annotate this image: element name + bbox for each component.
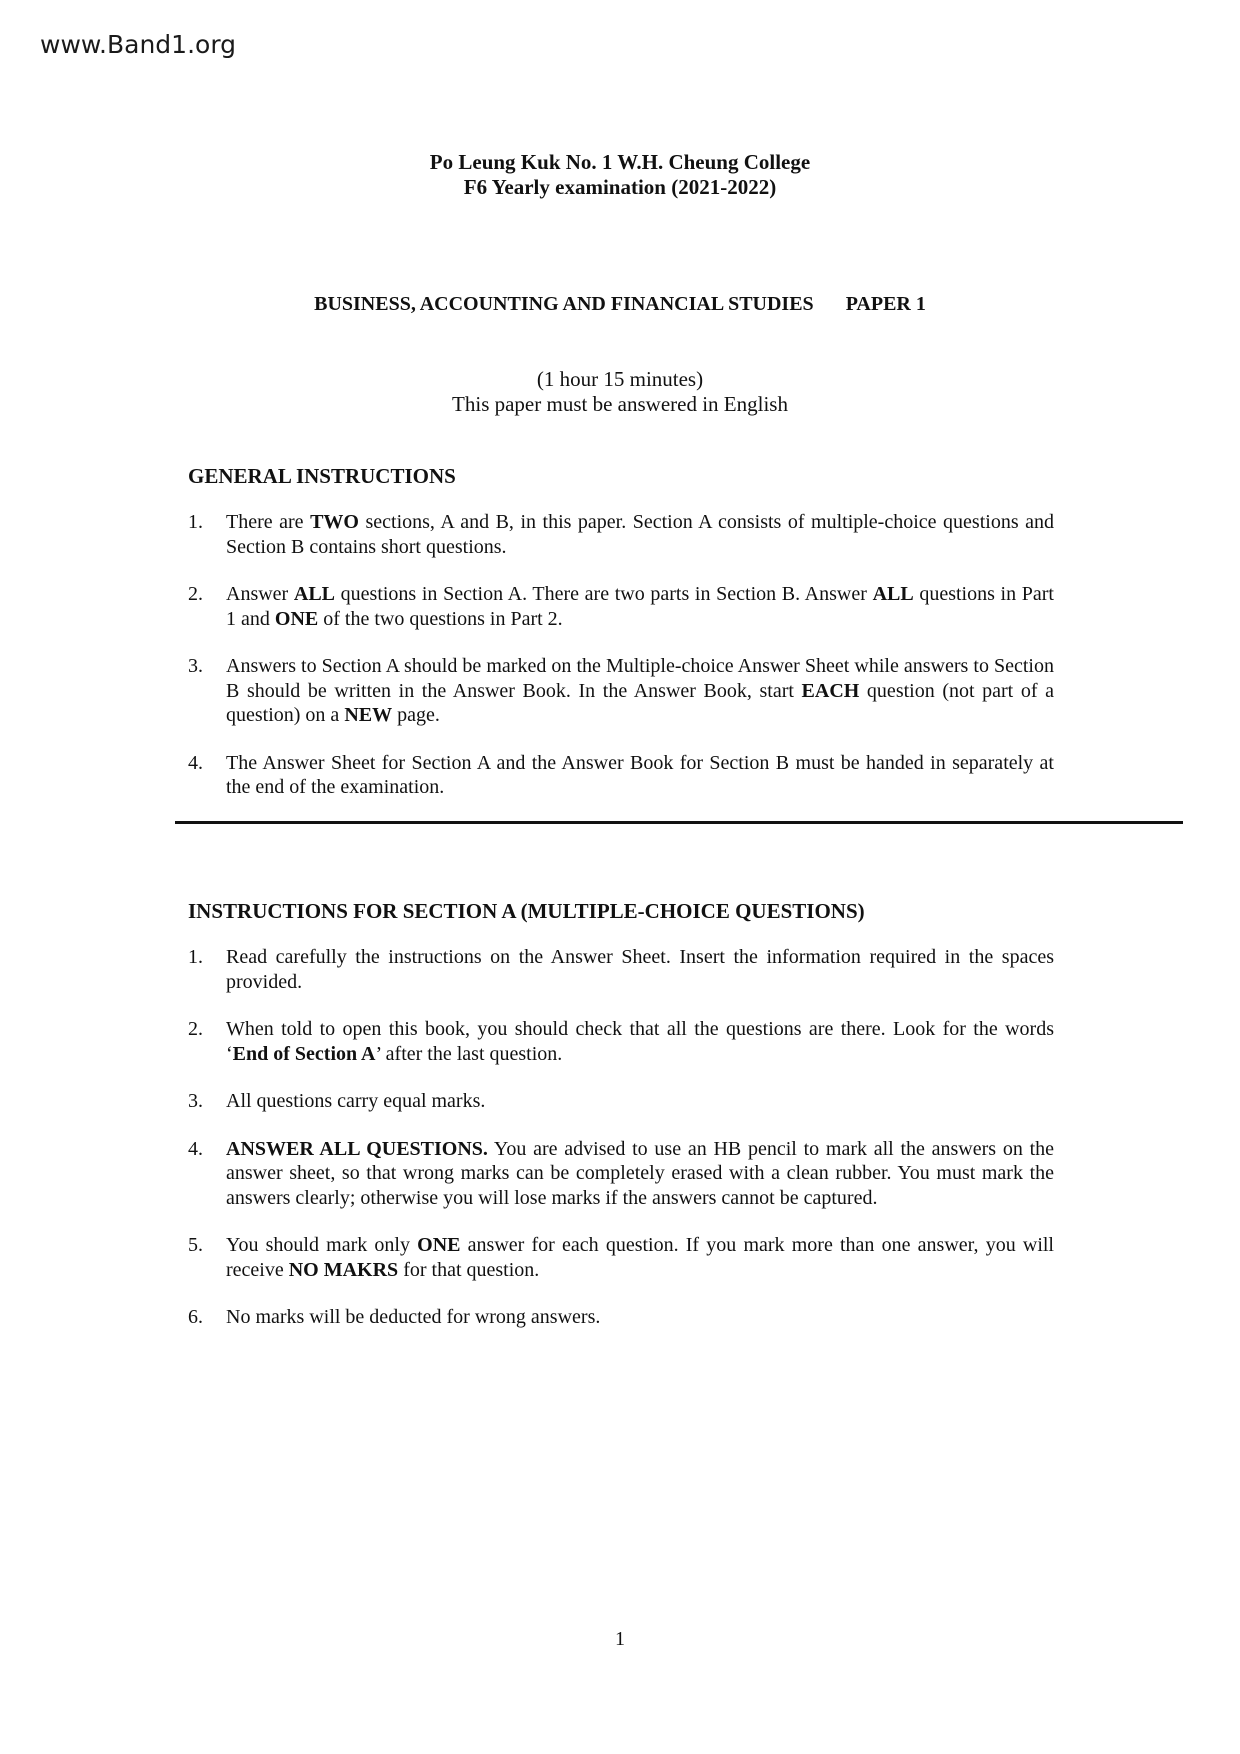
language-note: This paper must be answered in English [452, 392, 788, 416]
instruction-item [188, 582, 1054, 631]
instruction-text: Read carefully the instructions on the Answer Sheet. Insert the information required in the spaces provided. [226, 946, 1054, 993]
subject-title: BUSINESS, ACCOUNTING AND FINANCIAL STUDIES [314, 293, 814, 315]
instruction-item [188, 1137, 1054, 1211]
instruction-text: sections, A and B, in this paper. Section A consists of multiple-choice questions and Section B contains short questions. [226, 511, 1054, 558]
instruction-text: There are [226, 511, 311, 533]
instruction-item [188, 751, 1054, 800]
instruction-emphasis: EACH [801, 679, 860, 702]
instruction-text: ’ after the last question. [375, 1042, 563, 1065]
instruction-number: 1. [188, 511, 203, 533]
instruction-emphasis: End of Section A [232, 1042, 376, 1065]
instruction-number: 1. [188, 946, 203, 968]
section-divider [175, 821, 1183, 824]
instruction-number: 4. [188, 1137, 203, 1160]
instruction-item [188, 945, 1054, 994]
instruction-item [188, 654, 1054, 728]
instruction-emphasis: TWO [310, 511, 359, 533]
instruction-text: of the two questions in Part 2. [318, 607, 563, 630]
general-instructions-list [188, 510, 1054, 823]
instruction-text: Answers to Section A should be marked on the Multiple-choice Answer Sheet while answers to Section B should be written in the Answer Book. In the Answer Book, start [226, 655, 1054, 702]
instruction-item [188, 1305, 1054, 1330]
exam-title: F6 Yearly examination (2021-2022) [463, 175, 777, 199]
instruction-emphasis: ONE [417, 1234, 461, 1256]
instruction-number: 3. [188, 655, 203, 677]
instruction-text: You are advised to use an HB pencil to mark all the answers on the answer sheet, so that wrong marks can be completely erased with a clean rubber. You must mark the answers clearly; otherwise you will lose marks if the answers cannot be captured. [226, 1137, 1054, 1209]
section-a-instructions-heading: INSTRUCTIONS FOR SECTION A (MULTIPLE-CHOICE QUESTIONS) [188, 899, 865, 923]
instruction-emphasis: ALL [293, 583, 335, 605]
instruction-text: questions in Part 1 and [226, 583, 1054, 630]
general-instructions-heading: GENERAL INSTRUCTIONS [188, 464, 456, 488]
instruction-text: answer for each question. If you mark more than one answer, you will receive [226, 1234, 1054, 1281]
duration-block [0, 367, 1240, 417]
exam-header [0, 150, 1240, 200]
instruction-text: page. [392, 704, 440, 726]
instruction-number: 3. [188, 1090, 203, 1112]
instruction-text: questions in Section A. There are two parts in Section B. Answer [335, 583, 873, 605]
instruction-emphasis: ALL [872, 583, 914, 605]
instruction-number: 2. [188, 583, 203, 605]
instruction-number: 6. [188, 1306, 203, 1328]
instruction-item [188, 510, 1054, 559]
instruction-text: The Answer Sheet for Section A and the Answer Book for Section B must be handed in separately at the end of the examination. [226, 751, 1054, 798]
school-name: Po Leung Kuk No. 1 W.H. Cheung College [429, 150, 811, 174]
instruction-text: All questions carry equal marks. [226, 1090, 486, 1112]
section-a-instructions-list [188, 945, 1054, 1353]
instruction-item [188, 1017, 1054, 1066]
instruction-text: When told to open this book, you should check that all the questions are there. Look for the words ‘ [226, 1018, 1054, 1065]
instruction-text: You should mark only [226, 1234, 418, 1256]
site-watermark: www.Band1.org [40, 30, 237, 59]
page-number: 1 [615, 1628, 625, 1650]
instruction-text: for that question. [398, 1258, 540, 1281]
instruction-emphasis: NO MAKRS [288, 1258, 399, 1281]
paper-number: PAPER 1 [845, 293, 926, 315]
subject-line [0, 293, 1240, 316]
instruction-text: question (not part of a question) on a [226, 679, 1054, 726]
instruction-number: 4. [188, 751, 203, 774]
instruction-item [188, 1089, 1054, 1114]
instruction-emphasis: NEW [344, 704, 393, 726]
instruction-number: 5. [188, 1234, 203, 1256]
instruction-text: Answer [226, 583, 294, 605]
instruction-emphasis: ONE [274, 607, 319, 630]
duration-time: (1 hour 15 minutes) [536, 367, 704, 391]
instruction-text: No marks will be deducted for wrong answers. [226, 1306, 601, 1328]
instruction-emphasis: ANSWER ALL QUESTIONS. [226, 1137, 488, 1160]
instruction-number: 2. [188, 1018, 203, 1040]
instruction-item [188, 1233, 1054, 1282]
